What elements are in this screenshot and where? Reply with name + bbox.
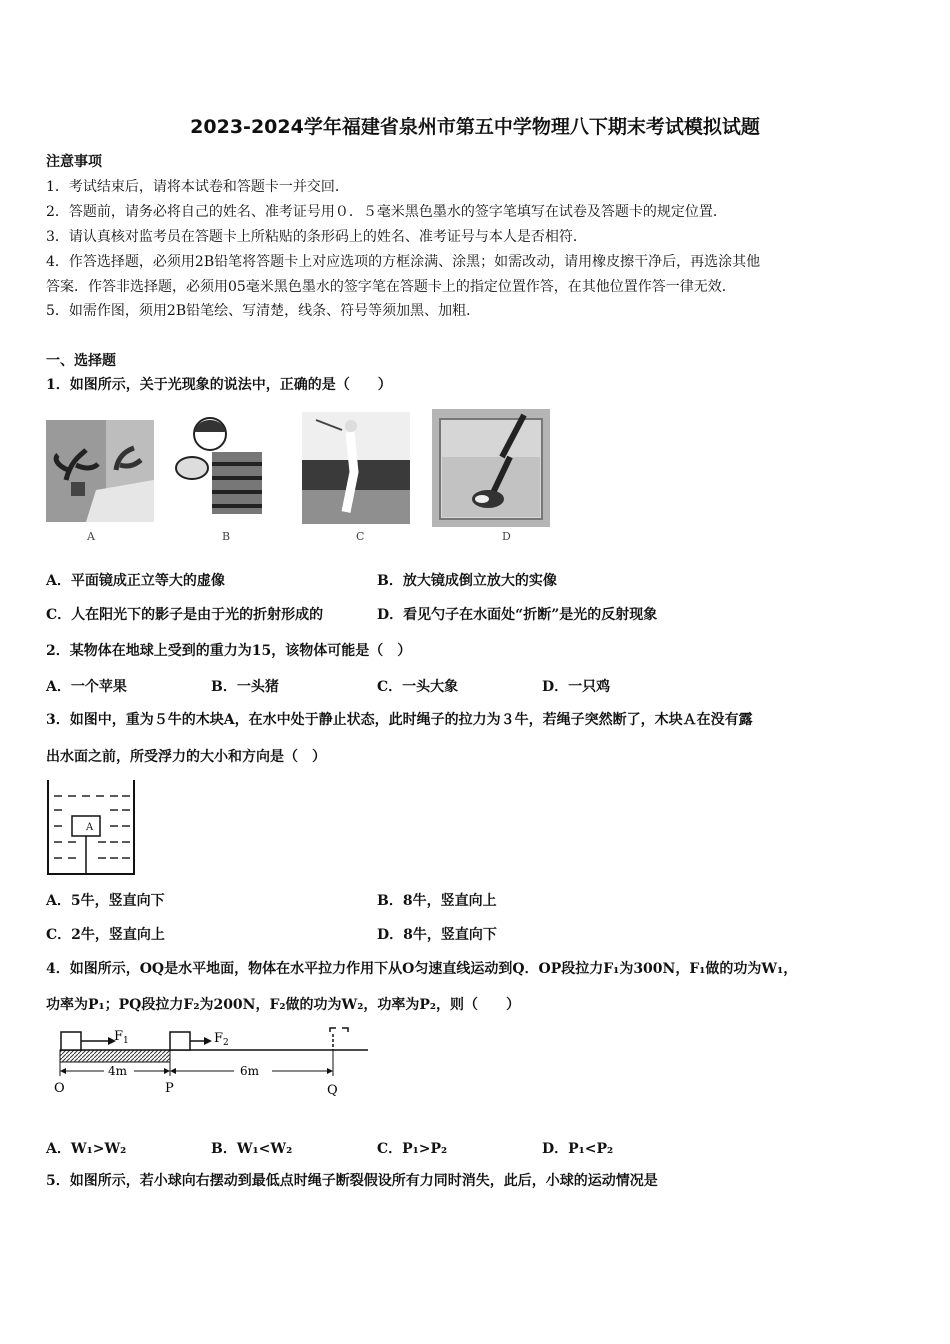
q4-option-d[interactable]: D．P₁<P₂ (542, 1141, 614, 1157)
q1-photo-a (46, 420, 154, 522)
notice-item: 答案．作答非选择题，必须用05毫米黑色墨水的签字笔在答题卡上的指定位置作答，在其他位置作答一律无效． (46, 279, 736, 295)
q4-distance-op: 4m (108, 1064, 128, 1078)
q4-figure (46, 1026, 382, 1100)
q3-stem-line2: 出水面之前，所受浮力的大小和方向是（ ） (46, 749, 326, 765)
q4-option-b[interactable]: B．W₁<W₂ (211, 1141, 293, 1157)
q1-option-d[interactable]: D．看见勺子在水面处“折断”是光的反射现象 (377, 607, 658, 623)
q4-option-c[interactable]: C．P₁>P₂ (377, 1141, 448, 1157)
notice-heading: 注意事项 (46, 154, 102, 170)
q3-option-b[interactable]: B．8牛，竖直向上 (377, 893, 497, 909)
notice-item: 2．答题前，请务必将自己的姓名、准考证号用０．５毫米黑色墨水的签字笔填写在试卷及答题卡的规定位置． (46, 204, 727, 220)
q3-option-a[interactable]: A．5牛，竖直向下 (46, 893, 165, 909)
q1-caption-c: C (356, 530, 365, 543)
q2-stem: 2．某物体在地球上受到的重力为15，该物体可能是（ ） (46, 643, 412, 659)
q1-photo-c (302, 412, 410, 524)
q4-option-a[interactable]: A．W₁>W₂ (46, 1141, 127, 1157)
q4-point-p: P (165, 1081, 174, 1096)
q3-block-label: A (86, 822, 94, 833)
q1-stem: 1．如图所示，关于光现象的说法中，正确的是（ ） (46, 377, 392, 393)
q2-option-a[interactable]: A．一个苹果 (46, 679, 127, 695)
notice-item: 1．考试结束后，请将本试卷和答题卡一并交回． (46, 179, 349, 195)
q4-point-q: Q (327, 1083, 338, 1098)
q1-photo-d (432, 409, 550, 527)
q2-option-b[interactable]: B．一头猪 (211, 679, 279, 695)
notice-item: 4．作答选择题，必须用2B铅笔将答题卡上对应选项的方框涂满、涂黑；如需改动，请用橡皮擦干净后，再选涂其他 (46, 254, 761, 270)
q5-stem: 5．如图所示，若小球向右摆动到最低点时绳子断裂假设所有力同时消失，此后，小球的运动情况是 (46, 1173, 658, 1189)
section-heading: 一、选择题 (46, 353, 116, 369)
q1-option-b[interactable]: B．放大镜成倒立放大的实像 (377, 573, 557, 589)
q3-stem-line1: 3．如图中，重为５牛的木块A，在水中处于静止状态，此时绳子的拉力为３牛，若绳子突然断了，木块Ａ在没有露 (46, 712, 753, 728)
notice-item: 5．如需作图，须用2B铅笔绘、写清楚，线条、符号等须加黑、加粗． (46, 303, 481, 319)
q4-point-o: O (54, 1081, 65, 1096)
q4-distance-pq: 6m (240, 1064, 260, 1078)
q4-f1-label: $F_1$ (114, 1029, 129, 1046)
q4-f2-label: $F_2$ (214, 1031, 229, 1048)
q3-option-d[interactable]: D．8牛，竖直向下 (377, 927, 497, 943)
q2-option-c[interactable]: C．一头大象 (377, 679, 459, 695)
exam-title: 2023-2024学年福建省泉州市第五中学物理八下期末考试模拟试题 (190, 116, 760, 138)
notice-item: 3．请认真核对监考员在答题卡上所粘贴的条形码上的姓名、准考证号与本人是否相符． (46, 229, 587, 245)
q2-option-d[interactable]: D．一只鸡 (542, 679, 611, 695)
q1-option-c[interactable]: C．人在阳光下的影子是由于光的折射形成的 (46, 607, 324, 623)
q1-caption-a: A (87, 530, 95, 543)
q3-option-c[interactable]: C．2牛，竖直向上 (46, 927, 165, 943)
q1-option-a[interactable]: A．平面镜成正立等大的虚像 (46, 573, 225, 589)
q1-caption-b: B (222, 530, 231, 543)
q4-stem-line2: 功率为P₁；PQ段拉力F₂为200N，F₂做的功为W₂，功率为P₂，则（ ） (46, 997, 521, 1013)
q4-stem-line1: 4．如图所示，OQ是水平地面，物体在水平拉力作用下从O匀速直线运动到Q．OP段拉力F₁为300N，F₁做的功为W₁， (46, 961, 798, 977)
q1-photo-b (170, 412, 274, 524)
q1-caption-d: D (502, 530, 511, 543)
